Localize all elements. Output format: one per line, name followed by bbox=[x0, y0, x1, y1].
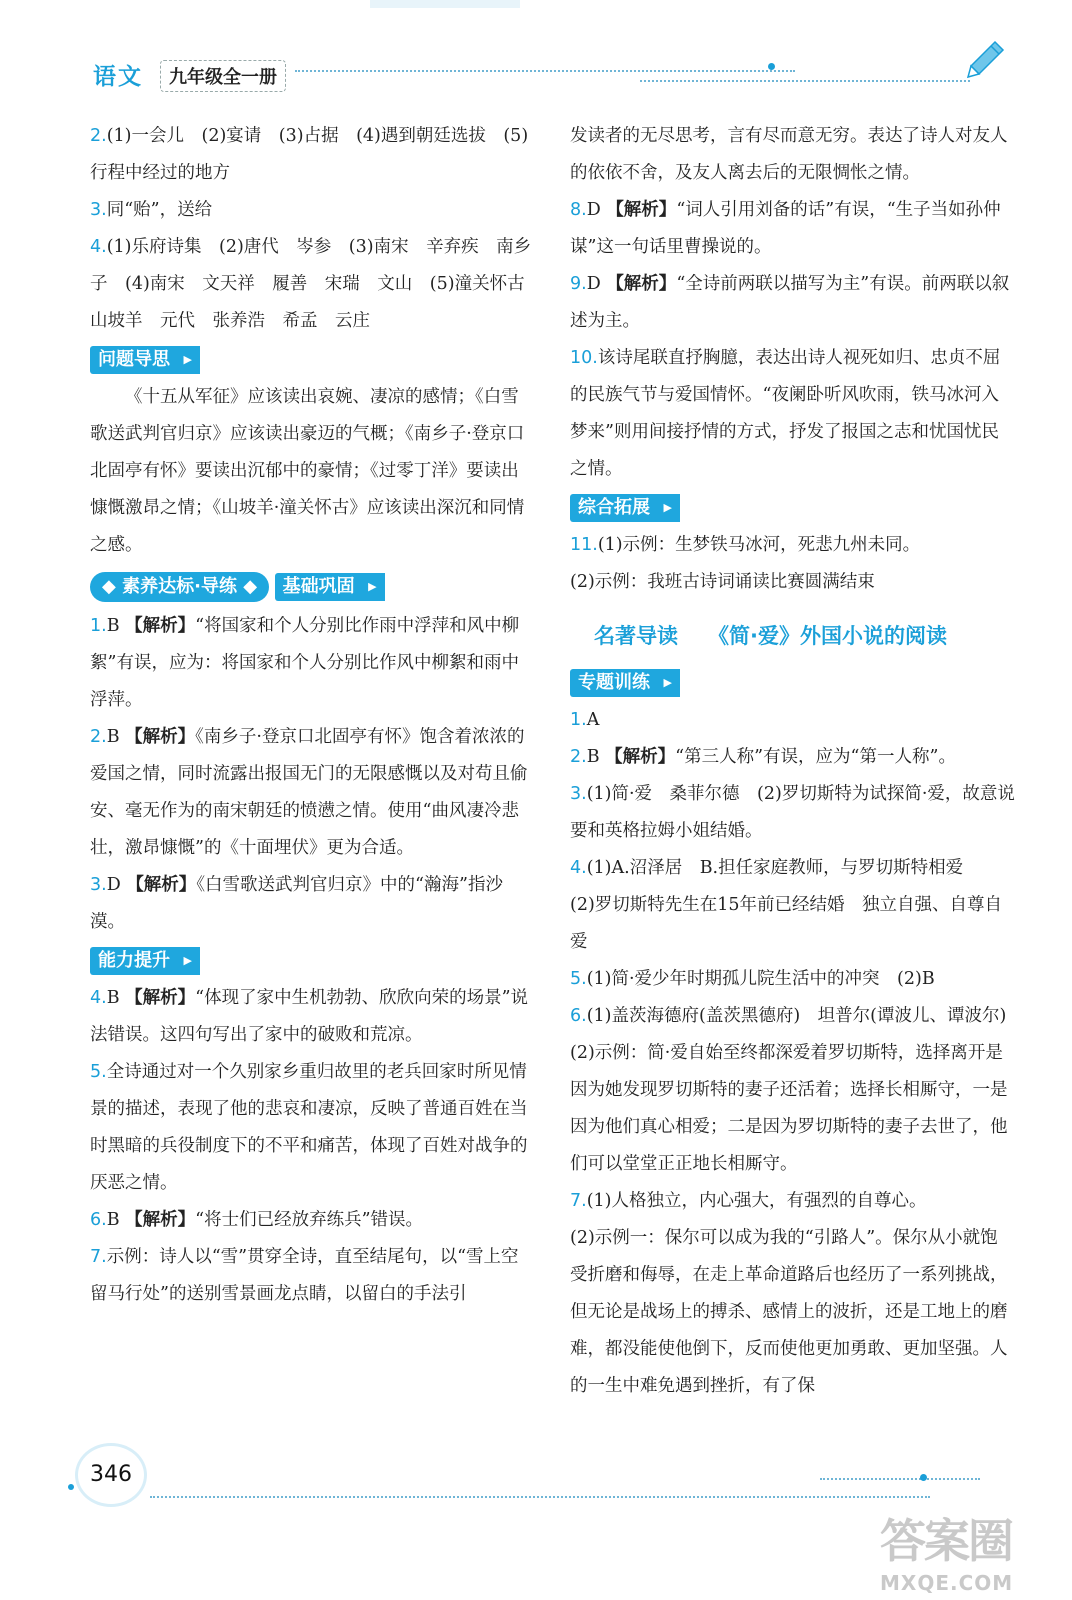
header-divider bbox=[295, 70, 795, 72]
header-divider-2 bbox=[640, 80, 970, 82]
header-dot bbox=[768, 63, 775, 70]
answer-num: 4. bbox=[570, 858, 587, 878]
answer-n4 bbox=[90, 980, 535, 1054]
answer-n6 bbox=[90, 1202, 535, 1239]
answer-num: 7. bbox=[90, 1247, 107, 1267]
answer-num: 10. bbox=[570, 348, 598, 368]
analysis-label: 【解析】 bbox=[606, 274, 677, 294]
answer-3 bbox=[90, 192, 535, 229]
answer-num: 6. bbox=[90, 1210, 107, 1230]
answer-r11b: (2)示例：我班古诗词诵读比赛圆满结束 bbox=[570, 572, 875, 592]
answer-num: 3. bbox=[90, 875, 107, 895]
footer-dot-left bbox=[68, 1484, 74, 1490]
section-tag-zhuanti: 专题训练 ▶ bbox=[570, 669, 680, 697]
answer-text: (1)A.沼泽居 B.担任家庭教师，与罗切斯特相爱 bbox=[586, 858, 964, 878]
answer-text: “第三人称”有误，应为“第一人称”。 bbox=[675, 747, 956, 767]
answer-text: “词人引用刘备的话”有误，“生子当如孙仲谋”这一句话里曹操说的。 bbox=[570, 200, 1001, 257]
answer-m4b: (2)罗切斯特先生在15年前已经结婚 独立自强、自尊自爱 bbox=[570, 895, 1003, 952]
analysis-label: 【解析】 bbox=[125, 727, 196, 747]
watermark bbox=[880, 1505, 1030, 1600]
answer-b3 bbox=[90, 867, 535, 941]
answer-choice: D bbox=[586, 274, 601, 294]
answer-m1 bbox=[570, 702, 1015, 739]
answer-choice: B bbox=[106, 988, 120, 1008]
analysis-label: 【解析】 bbox=[125, 988, 196, 1008]
novel-heading-label: 名著导读 bbox=[594, 624, 678, 648]
answer-num: 3. bbox=[90, 200, 107, 220]
analysis-label: 【解析】 bbox=[606, 200, 677, 220]
answer-text: 《白雪歌送武判官归京》中的“瀚海”指沙漠。 bbox=[90, 875, 503, 932]
answer-num: 1. bbox=[90, 616, 107, 636]
answer-text: A bbox=[586, 710, 600, 730]
answer-r11a bbox=[570, 527, 1015, 564]
answer-text: 同“贻”，送给 bbox=[106, 200, 213, 220]
analysis-label: 【解析】 bbox=[125, 1210, 196, 1230]
answer-m5 bbox=[570, 961, 1015, 998]
answer-num: 9. bbox=[570, 274, 587, 294]
answer-m7 bbox=[570, 1183, 1015, 1220]
answer-choice: B bbox=[586, 747, 600, 767]
answer-text: (1)简·爱 桑菲尔德 (2)罗切斯特为试探简·爱，故意说要和英格拉姆小姐结婚。 bbox=[570, 784, 1015, 841]
answer-r8 bbox=[570, 192, 1015, 266]
answer-m6b: (2)示例：简·爱自始至终都深爱着罗切斯特，选择离开是因为她发现罗切斯特的妻子还活着；选择长相厮守，一是因为他们真心相爱；二是因为罗切斯特的妻子去世了，他们可以堂堂正正地长相厮守。 bbox=[570, 1043, 1008, 1174]
answer-b1 bbox=[90, 608, 535, 719]
section-tag-nengli: 能力提升 ▶ bbox=[90, 947, 200, 975]
answer-num: 2. bbox=[570, 747, 587, 767]
answer-choice: B bbox=[106, 727, 120, 747]
answer-b2 bbox=[90, 719, 535, 867]
novel-heading-title: 《简·爱》外国小说的阅读 bbox=[708, 624, 947, 648]
answer-r10 bbox=[570, 340, 1015, 488]
answer-n5 bbox=[90, 1054, 535, 1202]
answer-m4 bbox=[570, 850, 1015, 887]
pen-icon bbox=[965, 40, 1005, 80]
analysis-label: 【解析】 bbox=[605, 747, 676, 767]
watermark-url: MXQE.COM bbox=[880, 1571, 1014, 1595]
answer-num: 4. bbox=[90, 237, 107, 257]
answer-num: 6. bbox=[570, 1006, 587, 1026]
section-tag-jichu: 基础巩固 ▶ bbox=[275, 573, 385, 601]
answer-num: 5. bbox=[90, 1062, 107, 1082]
answer-text: “体现了家中生机勃勃、欣欣向荣的场景”说法错误。这四句写出了家中的破败和荒凉。 bbox=[90, 988, 529, 1045]
answer-text: 示例：诗人以“雪”贯穿全诗，直至结尾句，以“雪上空留马行处”的送别雪景画龙点睛，以留白的手法引 bbox=[90, 1247, 519, 1304]
answer-m6 bbox=[570, 998, 1015, 1035]
answer-text: (1)乐府诗集 (2)唐代 岑参 (3)南宋 辛弃疾 南乡子 (4)南宋 文天祥 履善 宋瑞 文山 (5)潼关怀古 山坡羊 元代 张养浩 希孟 云庄 bbox=[90, 237, 543, 331]
footer-divider bbox=[150, 1496, 930, 1498]
answer-text: (1)人格独立，内心强大，有强烈的自尊心。 bbox=[586, 1191, 927, 1211]
section-tag-wenti: 问题导思 ▶ bbox=[90, 346, 200, 374]
subject-title: 语文 bbox=[93, 64, 143, 90]
answer-4 bbox=[90, 229, 543, 340]
answer-text: (1)盖茨海德府(盖茨黑德府) 坦普尔(谭波儿、谭波尔) bbox=[586, 1006, 1007, 1026]
answer-num: 2. bbox=[90, 727, 107, 747]
answer-num: 8. bbox=[570, 200, 587, 220]
answer-text: 该诗尾联直抒胸臆，表达出诗人视死如归、忠贞不屈的民族气节与爱国情怀。“夜阑卧听风吹雨，铁马冰河入梦来”则用间接抒情的方式，抒发了报国之志和忧国忧民之情。 bbox=[570, 348, 1001, 479]
page-header bbox=[0, 0, 1072, 100]
analysis-label: 【解析】 bbox=[126, 875, 197, 895]
top-band bbox=[370, 0, 520, 8]
section-banner: ◆ 素养达标·导练 ◆ bbox=[90, 572, 269, 602]
answer-text: (1)一会儿 (2)宴请 (3)占据 (4)遇到朝廷选拔 (5)行程中经过的地方 bbox=[90, 126, 529, 183]
watermark-text: 答案圈 bbox=[880, 1514, 1012, 1568]
answer-n7 bbox=[90, 1239, 535, 1313]
answer-2 bbox=[90, 118, 535, 192]
section-tag-zonghe: 综合拓展 ▶ bbox=[570, 494, 680, 522]
answer-num: 11. bbox=[570, 535, 598, 555]
answer-choice: B bbox=[106, 1210, 120, 1230]
novel-heading bbox=[594, 619, 1015, 653]
answer-m2 bbox=[570, 739, 1015, 776]
answer-m7b: (2)示例一：保尔可以成为我的“引路人”。保尔从小就饱受折磨和侮辱，在走上革命道路后也经历了一系列挑战，但无论是战场上的搏杀、感情上的波折，还是工地上的磨难，都没能使他倒下，反而使他更加勇敢、更加坚强。人的一生中难免遇到挫折，有了保 bbox=[570, 1228, 1008, 1396]
answer-choice: D bbox=[106, 875, 121, 895]
answer-7-continued: 发读者的无尽思考，言有尽而意无穷。表达了诗人对友人的依依不舍，及友人离去后的无限惆怅之情。 bbox=[570, 126, 1008, 183]
answer-text: (1)示例：生梦铁马冰河，死悲九州未同。 bbox=[597, 535, 921, 555]
answer-text: 全诗通过对一个久别家乡重归故里的老兵回家时所见情景的描述，表现了他的悲哀和凄凉，反映了普通百姓在当时黑暗的兵役制度下的不平和痛苦，体现了百姓对战争的厌恶之情。 bbox=[90, 1062, 528, 1193]
answer-num: 5. bbox=[570, 969, 587, 989]
answer-r9 bbox=[570, 266, 1015, 340]
answer-text: “全诗前两联以描写为主”有误。前两联以叙述为主。 bbox=[570, 274, 1010, 331]
footer-divider-2 bbox=[820, 1478, 980, 1480]
page-number: 346 bbox=[78, 1446, 144, 1504]
left-column bbox=[90, 118, 543, 1313]
answer-num: 2. bbox=[90, 126, 107, 146]
answer-num: 7. bbox=[570, 1191, 587, 1211]
answer-text: 《南乡子·登京口北固亭有怀》饱含着浓浓的爱国之情，同时流露出报国无门的无限感慨以及对苟且偷安、毫无作为的南宋朝廷的愤懑之情。使用“曲风凄冷悲壮，激昂慷慨”的《十面埋伏》更为合适。 bbox=[90, 727, 528, 858]
wenti-paragraph: 《十五从军征》应该读出哀婉、凄凉的感情；《白雪歌送武判官归京》应该读出豪迈的气概；《南乡子·登京口北固亭有怀》要读出沉郁中的豪情；《过零丁洋》要读出慷慨激昂之情；《山坡羊·潼关怀古》应该读出深沉和同情之感。 bbox=[90, 387, 525, 555]
analysis-label: 【解析】 bbox=[125, 616, 196, 636]
answer-text: “将士们已经放弃练兵”错误。 bbox=[195, 1210, 424, 1230]
answer-text: “将国家和个人分别比作雨中浮萍和风中柳絮”有误，应为：将国家和个人分别比作风中柳絮和雨中浮萍。 bbox=[90, 616, 520, 710]
answer-num: 3. bbox=[570, 784, 587, 804]
answer-choice: B bbox=[106, 616, 120, 636]
answer-num: 1. bbox=[570, 710, 587, 730]
answer-text: (1)简·爱少年时期孤儿院生活中的冲突 (2)B bbox=[586, 969, 935, 989]
answer-m3 bbox=[570, 776, 1015, 850]
footer-dot bbox=[920, 1474, 927, 1481]
grade-label: 九年级全一册 bbox=[160, 60, 286, 92]
answer-num: 4. bbox=[90, 988, 107, 1008]
answer-choice: D bbox=[586, 200, 601, 220]
right-column bbox=[570, 118, 1015, 1405]
